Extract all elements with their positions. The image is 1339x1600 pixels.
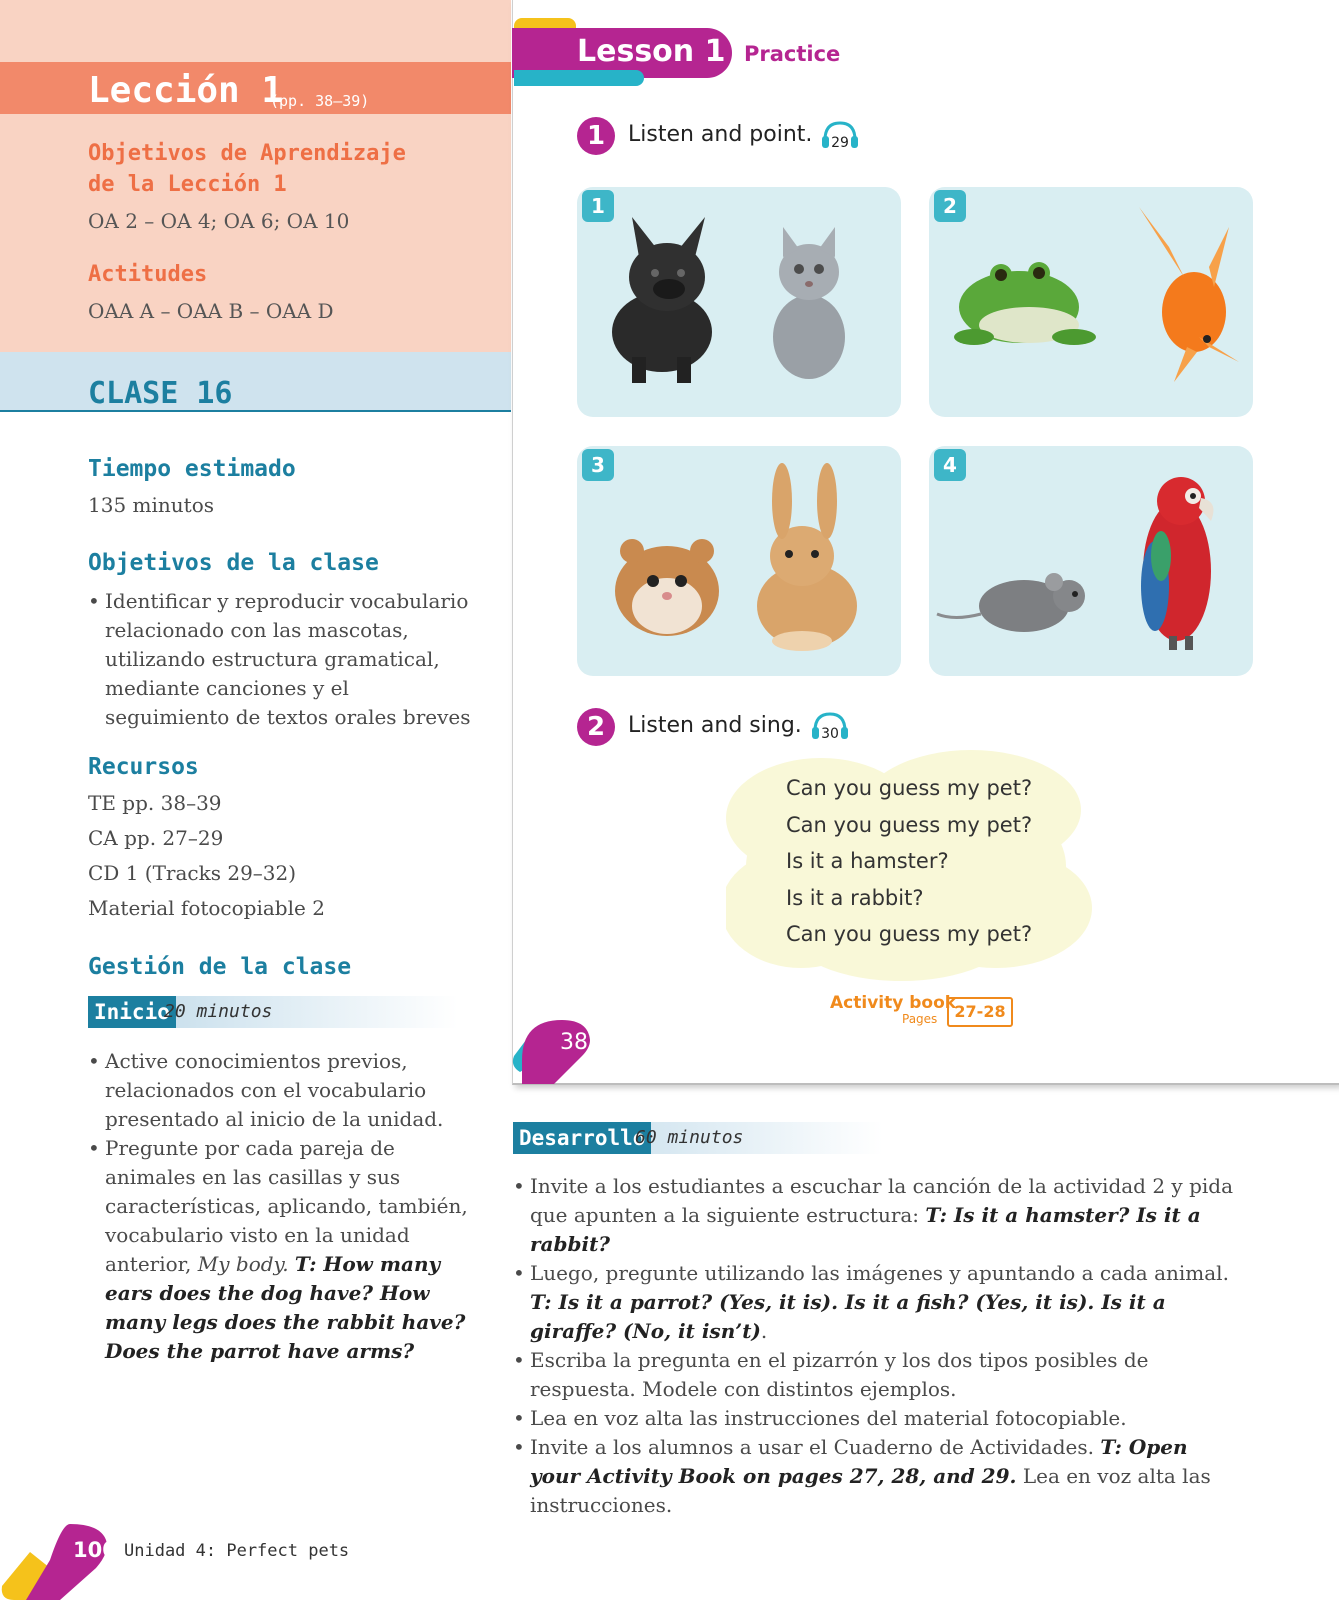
lesson-title: Lección 1 bbox=[88, 70, 284, 111]
lesson-pages: (pp. 38–39) bbox=[270, 92, 370, 110]
hamster-and-rabbit-image bbox=[577, 446, 901, 676]
card-number: 1 bbox=[582, 190, 614, 222]
card-number: 2 bbox=[934, 190, 966, 222]
activity-book-pages-label: Pages bbox=[902, 1012, 938, 1026]
decor-tab bbox=[514, 70, 644, 86]
song-line: Can you guess my pet? bbox=[786, 922, 1033, 946]
clase-title: CLASE 16 bbox=[88, 376, 233, 411]
recurso-item: Material fotocopiable 2 bbox=[88, 896, 325, 920]
desarrollo-minutes: 60 minutos bbox=[635, 1127, 744, 1148]
recursos-heading: Recursos bbox=[88, 754, 199, 780]
desarrollo-label: Desarrollo bbox=[513, 1122, 651, 1154]
lesson-label: Lesson 1 bbox=[577, 34, 726, 69]
song-line: Is it a hamster? bbox=[786, 849, 949, 873]
activity-number: 1 bbox=[577, 117, 615, 155]
frog-and-goldfish-image bbox=[929, 187, 1253, 417]
desarrollo-bar bbox=[513, 1122, 883, 1154]
tiempo-text: 135 minutos bbox=[88, 493, 214, 517]
picture-card bbox=[929, 446, 1253, 676]
objetivos-clase-heading: Objetivos de la clase bbox=[88, 550, 379, 576]
song-line: Can you guess my pet? bbox=[786, 776, 1033, 800]
footer-page-number: 100 bbox=[73, 1538, 117, 1562]
inicio-list bbox=[88, 1047, 488, 1366]
list-item: • Active conocimientos previos, relacionados con el vocabulario presentado al inicio de la unidad. bbox=[88, 1047, 488, 1134]
book-page-number: 38 bbox=[560, 1030, 588, 1055]
mouse-and-parrot-image bbox=[929, 446, 1253, 676]
activity-instruction: Listen and point. bbox=[628, 122, 813, 147]
headphones-icon bbox=[810, 711, 850, 741]
objetivos-clase-list bbox=[88, 587, 478, 732]
list-item: • Lea en voz alta las instrucciones del material fotocopiable. bbox=[513, 1404, 1233, 1433]
picture-card bbox=[929, 187, 1253, 417]
list-item: • Escriba la pregunta en el pizarrón y los dos tipos posibles de respuesta. Modele con distintos ejemplos. bbox=[513, 1346, 1233, 1404]
song-line: Can you guess my pet? bbox=[786, 813, 1033, 837]
activity-number: 2 bbox=[577, 708, 615, 746]
footer-page-badge bbox=[0, 1524, 120, 1600]
objectives-heading: Objetivos de Aprendizaje de la Lección 1 bbox=[88, 141, 406, 197]
list-item: • Invite a los alumnos a usar el Cuaderno de Actividades. T: Open your Activity Book on pages 27, 28, and 29. Lea en voz alta las instrucciones. bbox=[513, 1433, 1233, 1520]
picture-card bbox=[577, 187, 901, 417]
list-item: • Pregunte por cada pareja de animales en las casillas y sus características, aplicando, también, vocabulario visto en la unidad anterior, My body. T: How many ears does the dog have? How many legs does the rabbit have? Does the parrot have arms? bbox=[88, 1134, 488, 1366]
practice-label: Practice bbox=[744, 42, 841, 66]
inicio-bar bbox=[88, 996, 458, 1028]
objectives-text: OA 2 – OA 4; OA 6; OA 10 bbox=[88, 209, 350, 233]
list-item: • Identificar y reproducir vocabulario relacionado con las mascotas, utilizando estructura gramatical, mediante canciones y el seguimiento de textos orales breves bbox=[88, 587, 478, 732]
recurso-item: TE pp. 38–39 bbox=[88, 791, 222, 815]
page-number-badge bbox=[510, 1020, 602, 1084]
desarrollo-list bbox=[513, 1172, 1233, 1520]
card-number: 3 bbox=[582, 449, 614, 481]
dog-and-cat-image bbox=[577, 187, 901, 417]
recurso-item: CA pp. 27–29 bbox=[88, 826, 224, 850]
inicio-minutes: 20 minutos bbox=[164, 1001, 273, 1022]
activity-instruction: Listen and sing. bbox=[628, 713, 802, 738]
attitudes-heading: Actitudes bbox=[88, 262, 208, 287]
tiempo-heading: Tiempo estimado bbox=[88, 456, 296, 482]
headphones-icon bbox=[820, 120, 860, 150]
gestion-heading: Gestión de la clase bbox=[88, 954, 352, 980]
list-item: • Invite a los estudiantes a escuchar la canción de la actividad 2 y pida que apunten a la siguiente estructura: T: Is it a hamster? Is it a rabbit? bbox=[513, 1172, 1233, 1259]
attitudes-text: OAA A – OAA B – OAA D bbox=[88, 299, 334, 323]
song-line: Is it a rabbit? bbox=[786, 886, 924, 910]
picture-card bbox=[577, 446, 901, 676]
card-number: 4 bbox=[934, 449, 966, 481]
activity-book-pages: 27-28 bbox=[947, 997, 1013, 1027]
list-item: • Luego, pregunte utilizando las imágenes y apuntando a cada animal. T: Is it a parrot? (Yes, it is). Is it a fish? (Yes, it is). Is it a giraffe? (No, it isn’t). bbox=[513, 1259, 1233, 1346]
activity-book-label: Activity book bbox=[830, 993, 957, 1013]
recurso-item: CD 1 (Tracks 29–32) bbox=[88, 861, 297, 885]
clase-band bbox=[0, 352, 511, 412]
inicio-label: Inicio bbox=[88, 996, 176, 1028]
track-number: 29 bbox=[831, 135, 849, 150]
footer-unit-text: Unidad 4: Perfect pets bbox=[124, 1541, 350, 1561]
track-number: 30 bbox=[821, 726, 839, 741]
